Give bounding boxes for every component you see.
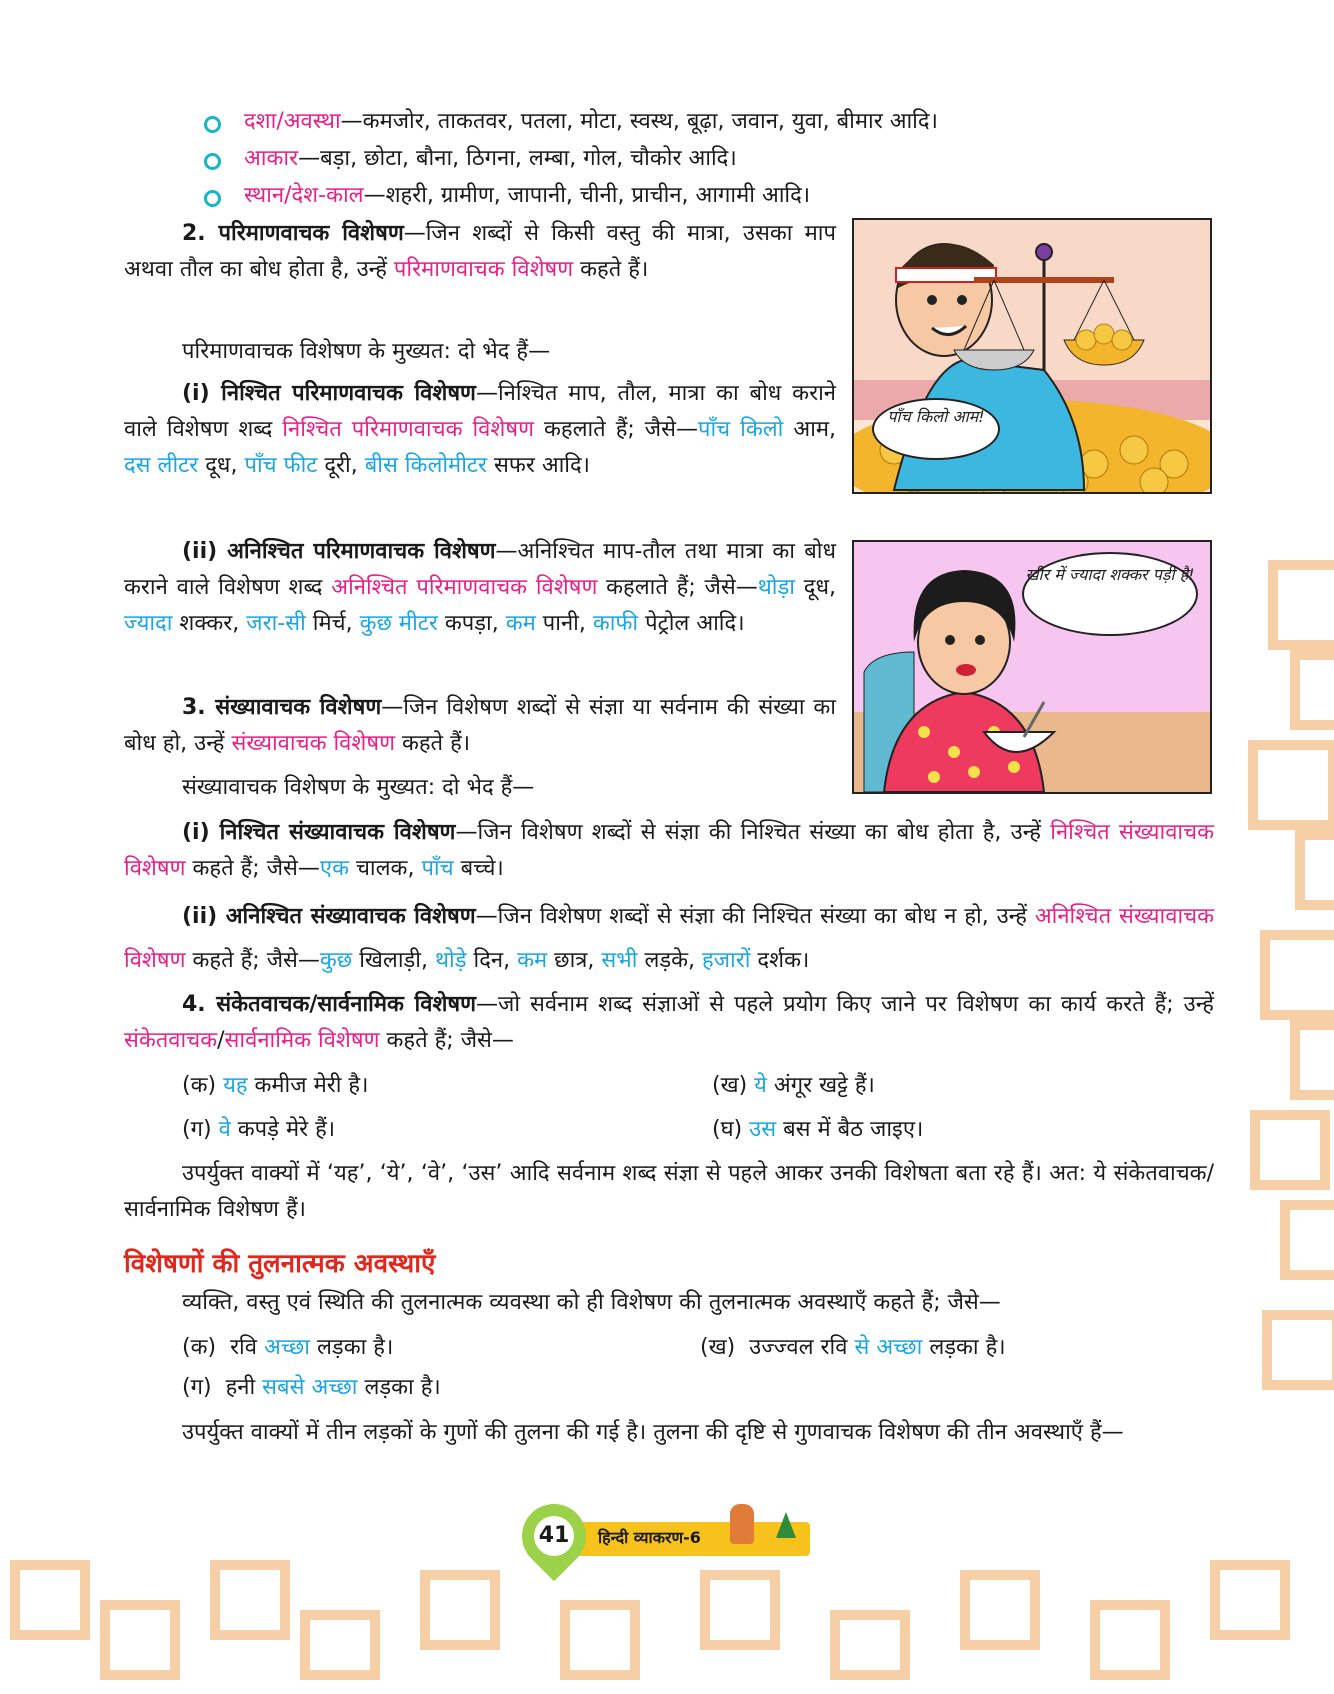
section-sankhyavachak: 3. संख्यावाचक विशेषण—जिन विशेषण शब्दों से संज्ञा या सर्वनाम की संख्या का बोध हो, उन्हें संख्यावाचक विशेषण कहते हैं। — [124, 695, 836, 756]
example-kha: (ख) ये अंगूर खट्टे हैं। — [712, 1073, 875, 1098]
example-ka: (क) यह कमीज मेरी है। — [182, 1073, 369, 1098]
compare-example-kha: (ख) उज्ज्वल रवि से अच्छा लड़का है। — [700, 1335, 1006, 1360]
speech-bubble: पाँच किलो आम! — [872, 398, 1000, 460]
section-heading: विशेषणों की तुलनात्मक अवस्थाएँ — [124, 1249, 436, 1279]
example-gha: (घ) उस बस में बैठ जाइए। — [712, 1117, 924, 1142]
illustration-girl-with-bowl — [852, 540, 1212, 794]
section-sanketvachak: 4. संकेतवाचक/सार्वनामिक विशेषण—जो सर्वनाम शब्द संज्ञाओं से पहले प्रयोग किए जाने पर विशेषण का कार्य करते हैं; उन्हें संकेतवाचक/सार्वनामिक विशेषण कहते हैं; जैसे— — [124, 992, 1214, 1053]
bullet-icon — [204, 153, 221, 170]
section-sanketvachak-note: उपर्युक्त वाक्यों में ‘यह’, ‘ये’, ‘वे’, ‘उस’ आदि सर्वनाम शब्द संज्ञा से पहले आकर उनकी विशेषता बता रहे हैं। अत: ये संकेतवाचक/सार्वनामिक विशेषण हैं। — [124, 1161, 1214, 1222]
section-nishchit-parimanvachak: (i) निश्चित परिमाणवाचक विशेषण—निश्चित माप, तौल, मात्रा का बोध कराने वाले विशेषण शब्द निश्चित परिमाणवाचक विशेषण कहलाते हैं; जैसे—पाँच किलो आम, दस लीटर दूध, पाँच फीट दूरी, बीस किलोमीटर सफर आदि। — [124, 381, 836, 478]
section-types-text: परिमाणवाचक विशेषण के मुख्यत: दो भेद हैं— — [182, 339, 551, 364]
runner-icon — [730, 1504, 754, 1544]
compare-intro: व्यक्ति, वस्तु एवं स्थिति की तुलनात्मक व्यवस्था को ही विशेषण की तुलनात्मक अवस्थाएँ कहते हैं; जैसे— — [182, 1290, 1001, 1315]
bullet-item: स्थान/देश-काल—शहरी, ग्रामीण, जापानी, चीनी, प्राचीन, आगामी आदि। — [244, 183, 811, 208]
compare-example-ga: (ग) हनी सबसे अच्छा लड़का है। — [182, 1375, 441, 1400]
illustration-boy-with-scale — [852, 218, 1212, 494]
section-types-text: संख्यावाचक विशेषण के मुख्यत: दो भेद हैं— — [182, 775, 535, 800]
compare-note: उपर्युक्त वाक्यों में तीन लड़कों के गुणों की तुलना की गई है। तुलना की दृष्टि से गुणवाचक विशेषण की तीन अवस्थाएँ हैं— — [182, 1420, 1124, 1445]
tree-icon — [776, 1512, 796, 1538]
compare-example-ka: (क) रवि अच्छा लड़का है। — [182, 1335, 394, 1360]
page-number: 41 — [534, 1516, 574, 1556]
bullet-item: आकार—बड़ा, छोटा, बौना, ठिगना, लम्बा, गोल, चौकोर आदि। — [244, 146, 737, 171]
book-title: हिन्दी व्याकरण-6 — [598, 1528, 701, 1547]
section-parimanvachak: 2. परिमाणवाचक विशेषण—जिन शब्दों से किसी वस्तु की मात्रा, उसका माप अथवा तौल का बोध होता है, उन्हें परिमाणवाचक विशेषण कहते हैं। — [124, 221, 836, 282]
footer — [520, 1500, 820, 1570]
section-nishchit-sankhyavachak: (i) निश्चित संख्यावाचक विशेषण—जिन विशेषण शब्दों से संज्ञा की निश्चित संख्या का बोध होता है, उन्हें निश्चित संख्यावाचक विशेषण कहते हैं; जैसे—एक चालक, पाँच बच्चे। — [124, 820, 1214, 881]
bullet-icon — [204, 190, 221, 207]
section-anishchit-sankhyavachak: (ii) अनिश्चित संख्यावाचक विशेषण—जिन विशेषण शब्दों से संज्ञा की निश्चित संख्या का बोध न हो, उन्हें अनिश्चित संख्यावाचक विशेषण कहते हैं; जैसे—कुछ खिलाड़ी, थोड़े दिन, कम छात्र, सभी लड़के, हजारों दर्शक। — [124, 904, 1215, 973]
speech-bubble: खीर में ज्यादा शक्कर पड़ी है! — [1022, 552, 1198, 636]
section-anishchit-parimanvachak: (ii) अनिश्चित परिमाणवाचक विशेषण—अनिश्चित माप-तौल तथा मात्रा का बोध कराने वाले विशेषण शब्द अनिश्चित परिमाणवाचक विशेषण कहलाते हैं; जैसे—थोड़ा दूध, ज्यादा शक्कर, जरा-सी मिर्च, कुछ मीटर कपड़ा, कम पानी, काफी पेट्रोल आदि। — [124, 539, 836, 636]
bullet-item: दशा/अवस्था—कमजोर, ताकतवर, पतला, मोटा, स्वस्थ, बूढ़ा, जवान, युवा, बीमार आदि। — [244, 109, 938, 134]
example-ga: (ग) वे कपड़े मेरे हैं। — [182, 1117, 336, 1142]
bullet-icon — [204, 116, 221, 133]
